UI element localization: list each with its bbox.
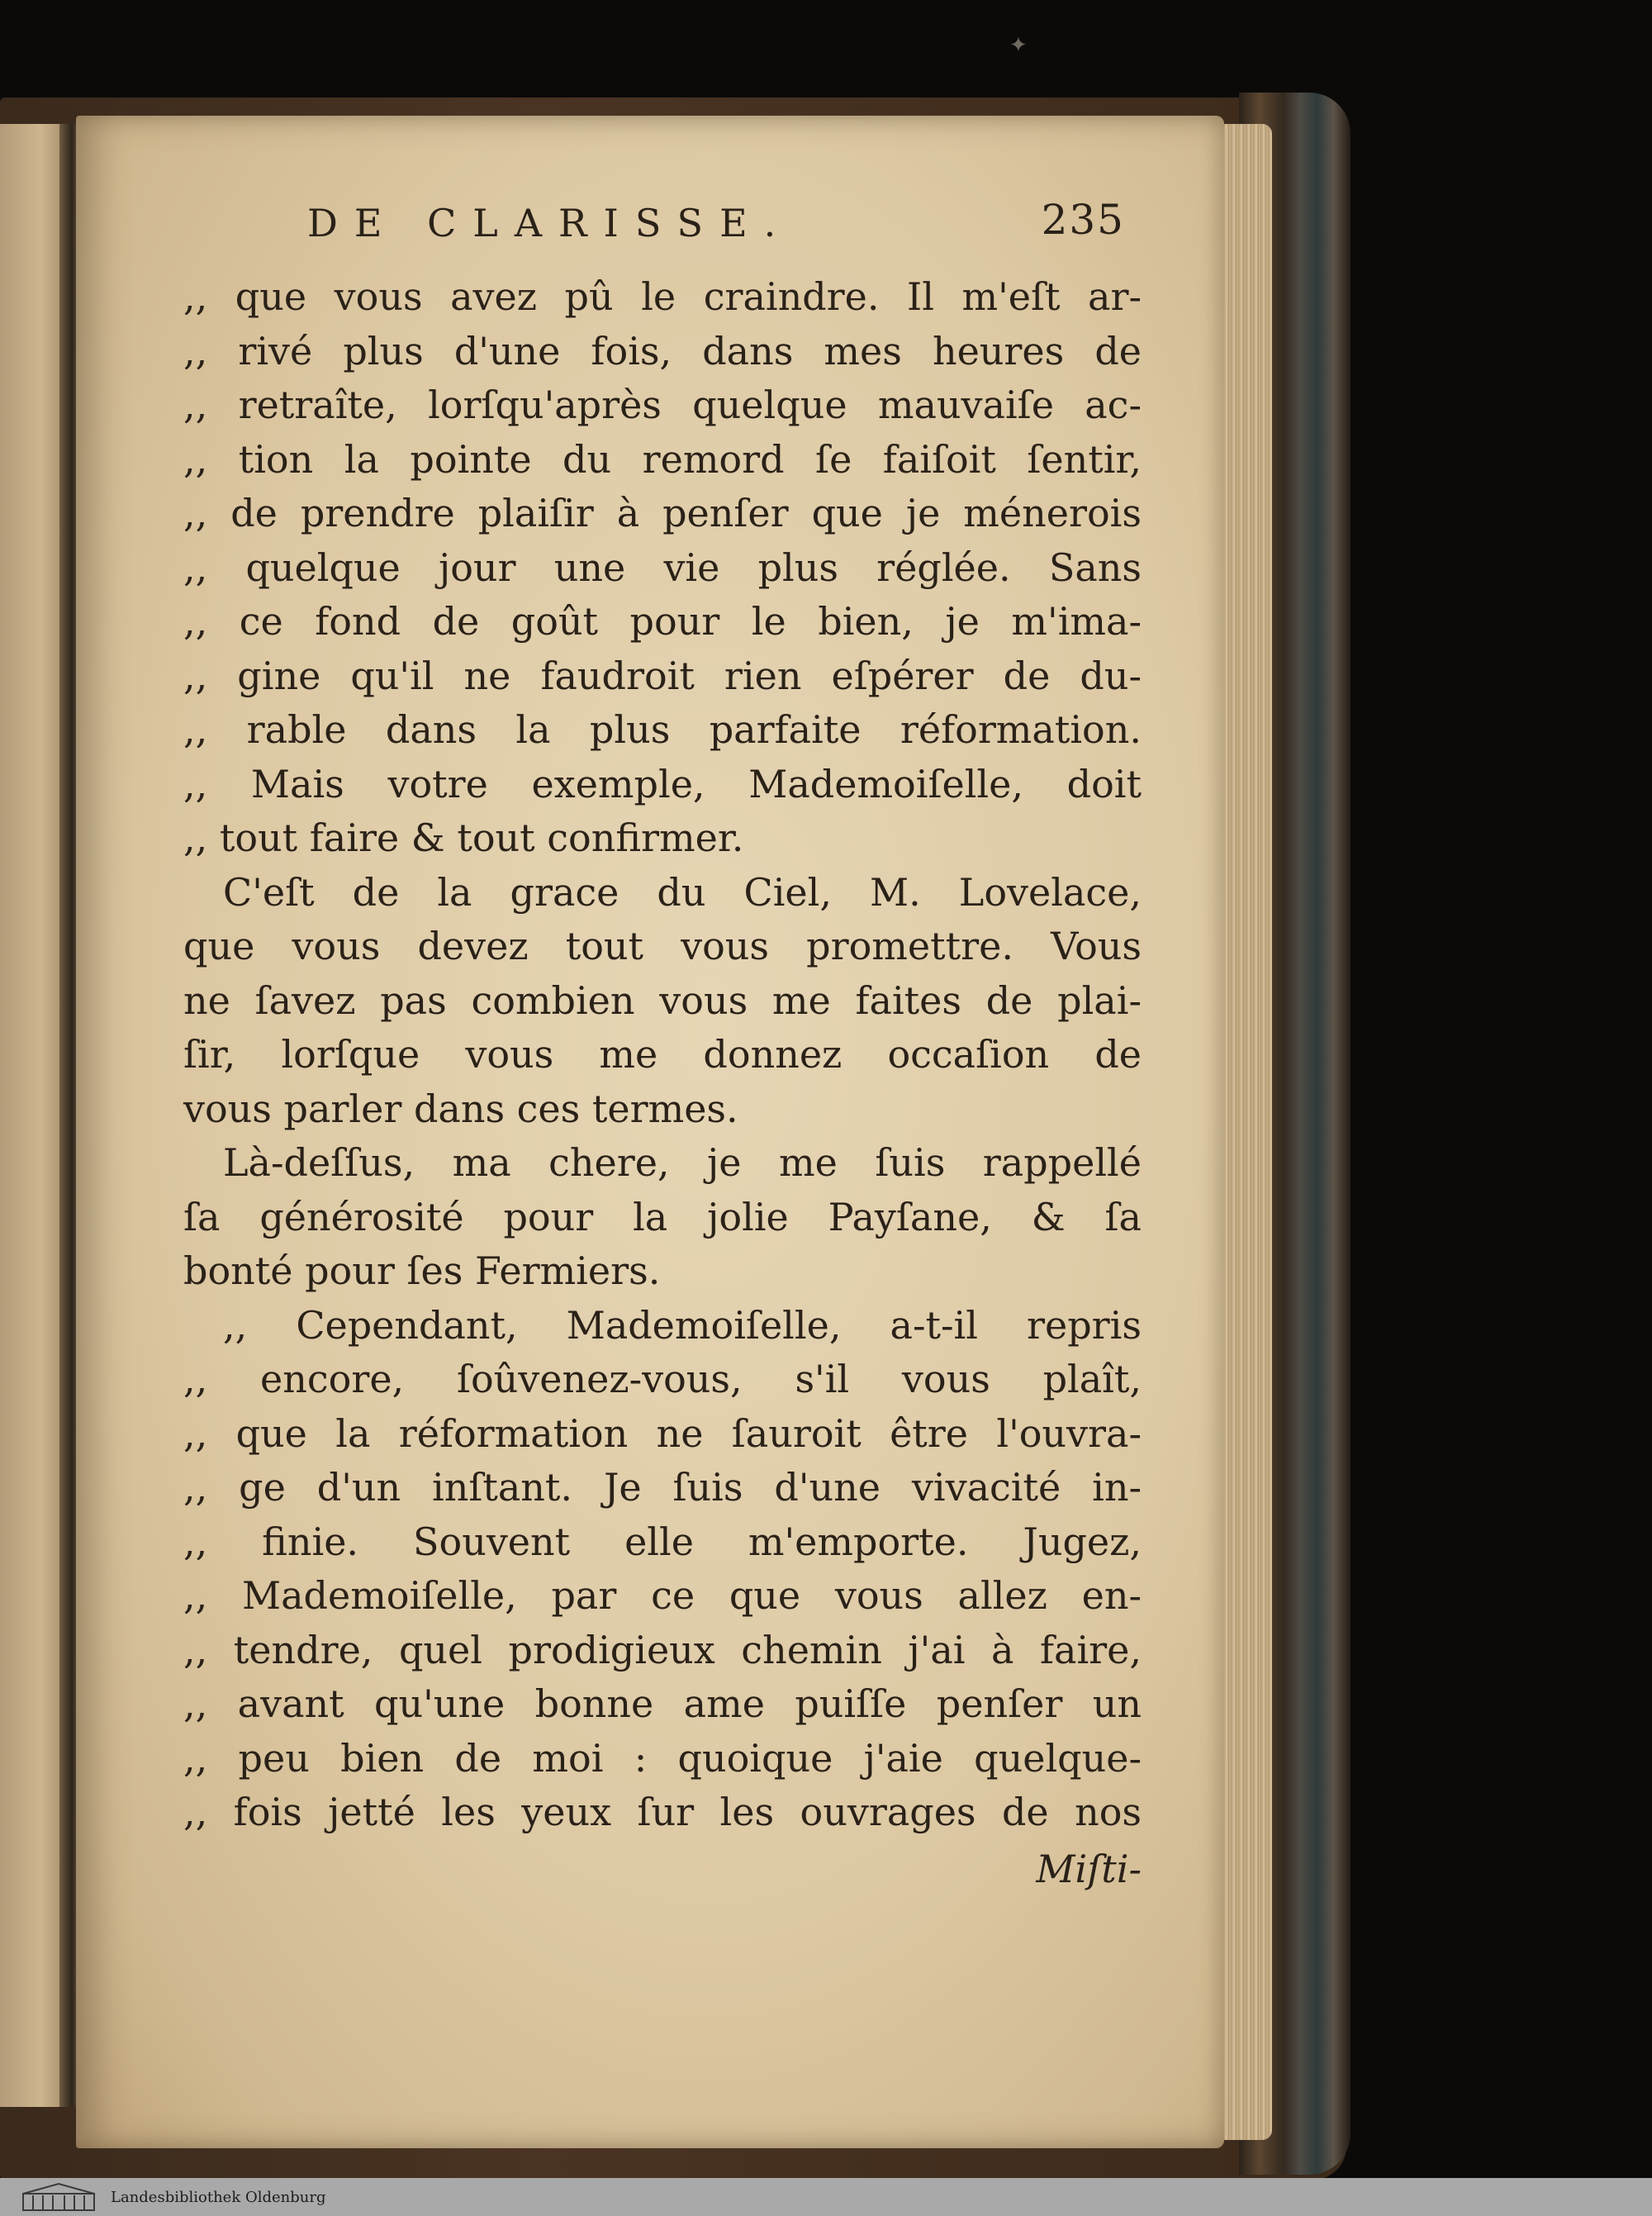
- facing-page-edge: [0, 124, 68, 2107]
- text-line: ,, rivé plus d'une fois, dans mes heures de: [183, 328, 1142, 373]
- page-number: 235: [1041, 196, 1125, 244]
- text-line: ,, de prendre plaiſir à penſer que je ménerois: [183, 491, 1142, 535]
- text-line: ,, retraîte, lorſqu'après quelque mauvaiſe ac-: [183, 383, 1142, 427]
- text-line: ,, ce fond de goût pour le bien, je m'ima-: [183, 599, 1142, 644]
- text-line: ne ſavez pas combien vous me faites de plai-: [183, 977, 1142, 1023]
- page-text-block: [183, 194, 1142, 1898]
- text-line: ,, Cependant, Mademoiſelle, a-t-il repris: [223, 1302, 1142, 1348]
- text-line: ,, ge d'un inſtant. Je ſuis d'une vivacité in-: [183, 1465, 1142, 1510]
- text-lines: [183, 270, 1142, 1840]
- text-line: bonté pour ſes Fermiers.: [183, 1248, 661, 1293]
- text-line: ,, gine qu'il ne faudroit rien eſpérer de du-: [183, 653, 1142, 698]
- text-line: ,, finie. Souvent elle m'emporte. Jugez,: [183, 1519, 1142, 1564]
- page-header: [183, 194, 1142, 270]
- text-line: ,, rable dans la plus parfaite réformation.: [183, 707, 1142, 752]
- text-line: Là-deſſus, ma chere, je me ſuis rappellé: [223, 1140, 1142, 1185]
- text-line: ,, fois jetté les yeux ſur les ouvrages de nos: [183, 1790, 1142, 1834]
- text-line: ,, tout faire & tout confirmer.: [183, 816, 744, 860]
- scan-mark: ✦: [1009, 33, 1028, 58]
- text-line: ,, Mais votre exemple, Mademoiſelle, doit: [183, 761, 1142, 806]
- text-line: ,, que la réformation ne ſauroit être l'ouvra-: [183, 1410, 1142, 1456]
- catchword: Miſti-: [1036, 1846, 1142, 1891]
- text-line: ,, avant qu'une bonne ame puiſſe penſer un: [183, 1681, 1142, 1726]
- library-building-icon: [21, 2182, 96, 2212]
- text-line: ſa générosité pour la jolie Payſane, & ſa: [183, 1194, 1142, 1239]
- text-line: ,, tendre, quel prodigieux chemin j'ai à faire,: [183, 1627, 1142, 1672]
- text-line: ,, tion la pointe du remord ſe faiſoit ſentir,: [183, 436, 1142, 482]
- text-line: ,, quelque jour une vie plus réglée. Sans: [183, 544, 1142, 590]
- text-line: vous parler dans ces termes.: [183, 1086, 738, 1131]
- running-head: DE CLARISSE.: [307, 201, 793, 245]
- text-line: que vous devez tout vous promettre. Vous: [183, 924, 1142, 968]
- text-line: C'eſt de la grace du Ciel, M. Lovelace,: [223, 869, 1142, 915]
- footer-bar: [0, 2178, 1652, 2216]
- text-line: ,, encore, ſoûvenez-vous, s'il vous plaît,: [183, 1357, 1142, 1401]
- library-name: Landesbibliothek Oldenburg: [111, 2188, 326, 2206]
- text-line: ſir, lorſque vous me donnez occaſion de: [183, 1032, 1142, 1077]
- text-line: ,, peu bien de moi : quoique j'aie quelque-: [183, 1735, 1142, 1781]
- text-line: ,, Mademoiſelle, par ce que vous allez en-: [183, 1573, 1142, 1618]
- text-line: ,, que vous avez pû le craindre. Il m'eſt ar-: [183, 274, 1142, 319]
- book-page: [76, 116, 1224, 2148]
